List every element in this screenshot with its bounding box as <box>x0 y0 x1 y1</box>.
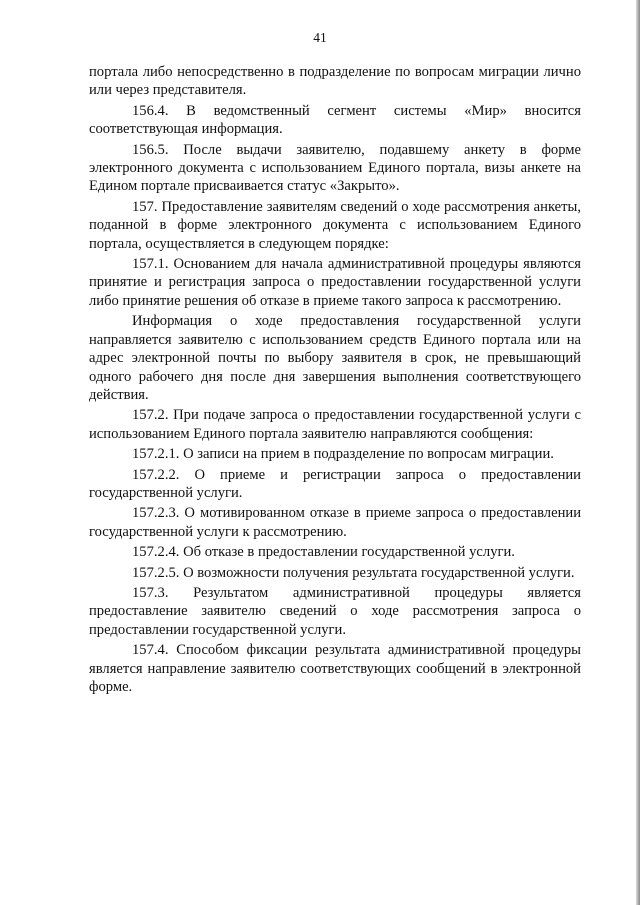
paragraph: 157.2.5. О возможности получения результата государственной услуги. <box>132 564 575 581</box>
document-body <box>89 63 581 698</box>
paragraph: Информация о ходе предоставления государственной услуги направляется заявителю с использованием средств Единого портала или на адрес электронной почты по выбору заявителя в срок, не превышающий одного рабочего дня после дня завершения выполнения соответствующего действия. <box>89 313 581 403</box>
paragraph: 157.1. Основанием для начала административной процедуры являются принятие и регистрация запроса о предоставлении государственной услуги либо принятие решения об отказе в приеме такого запроса к рассмотрению. <box>89 256 581 309</box>
paragraph: 157.2. При подаче запроса о предоставлении государственной услуги с использованием Единого портала заявителю направляются сообщения: <box>89 407 581 442</box>
paragraph: 157.2.4. Об отказе в предоставлении государственной услуги. <box>132 544 515 561</box>
paragraph: 157.4. Способом фиксации результата административной процедуры является направление заявителю соответствующих сообщений в электронной форме. <box>89 642 581 695</box>
scan-edge <box>636 0 640 905</box>
paragraph: 157.2.3. О мотивированном отказе в приеме запроса о предоставлении государственной услуги к рассмотрению. <box>89 505 581 540</box>
page-number: 41 <box>313 30 327 45</box>
paragraph: 157.2.2. О приеме и регистрации запроса о предоставлении государственной услуги. <box>89 466 581 501</box>
paragraph: 157.2.1. О записи на прием в подразделение по вопросам миграции. <box>132 446 554 463</box>
paragraph: 156.4. В ведомственный сегмент системы «Мир» вносится соответствующая информация. <box>89 102 581 138</box>
paragraph: 157. Предоставление заявителям сведений о ходе рассмотрения анкеты, поданной в форме электронного документа с использованием Единого портала, осуществляется в следующем порядке: <box>89 198 581 252</box>
paragraph: портала либо непосредственно в подразделение по вопросам миграции лично или через представителя. <box>89 64 581 99</box>
paragraph: 156.5. После выдачи заявителю, подавшему анкету в форме электронного документа с использованием Единого портала, визы анкете на Едином портале присваивается статус «Закрыто». <box>89 141 581 195</box>
paragraph: 157.3. Результатом административной процедуры является предоставление заявителю сведений о ходе рассмотрения запроса о предоставлении государственной услуги. <box>89 584 581 638</box>
